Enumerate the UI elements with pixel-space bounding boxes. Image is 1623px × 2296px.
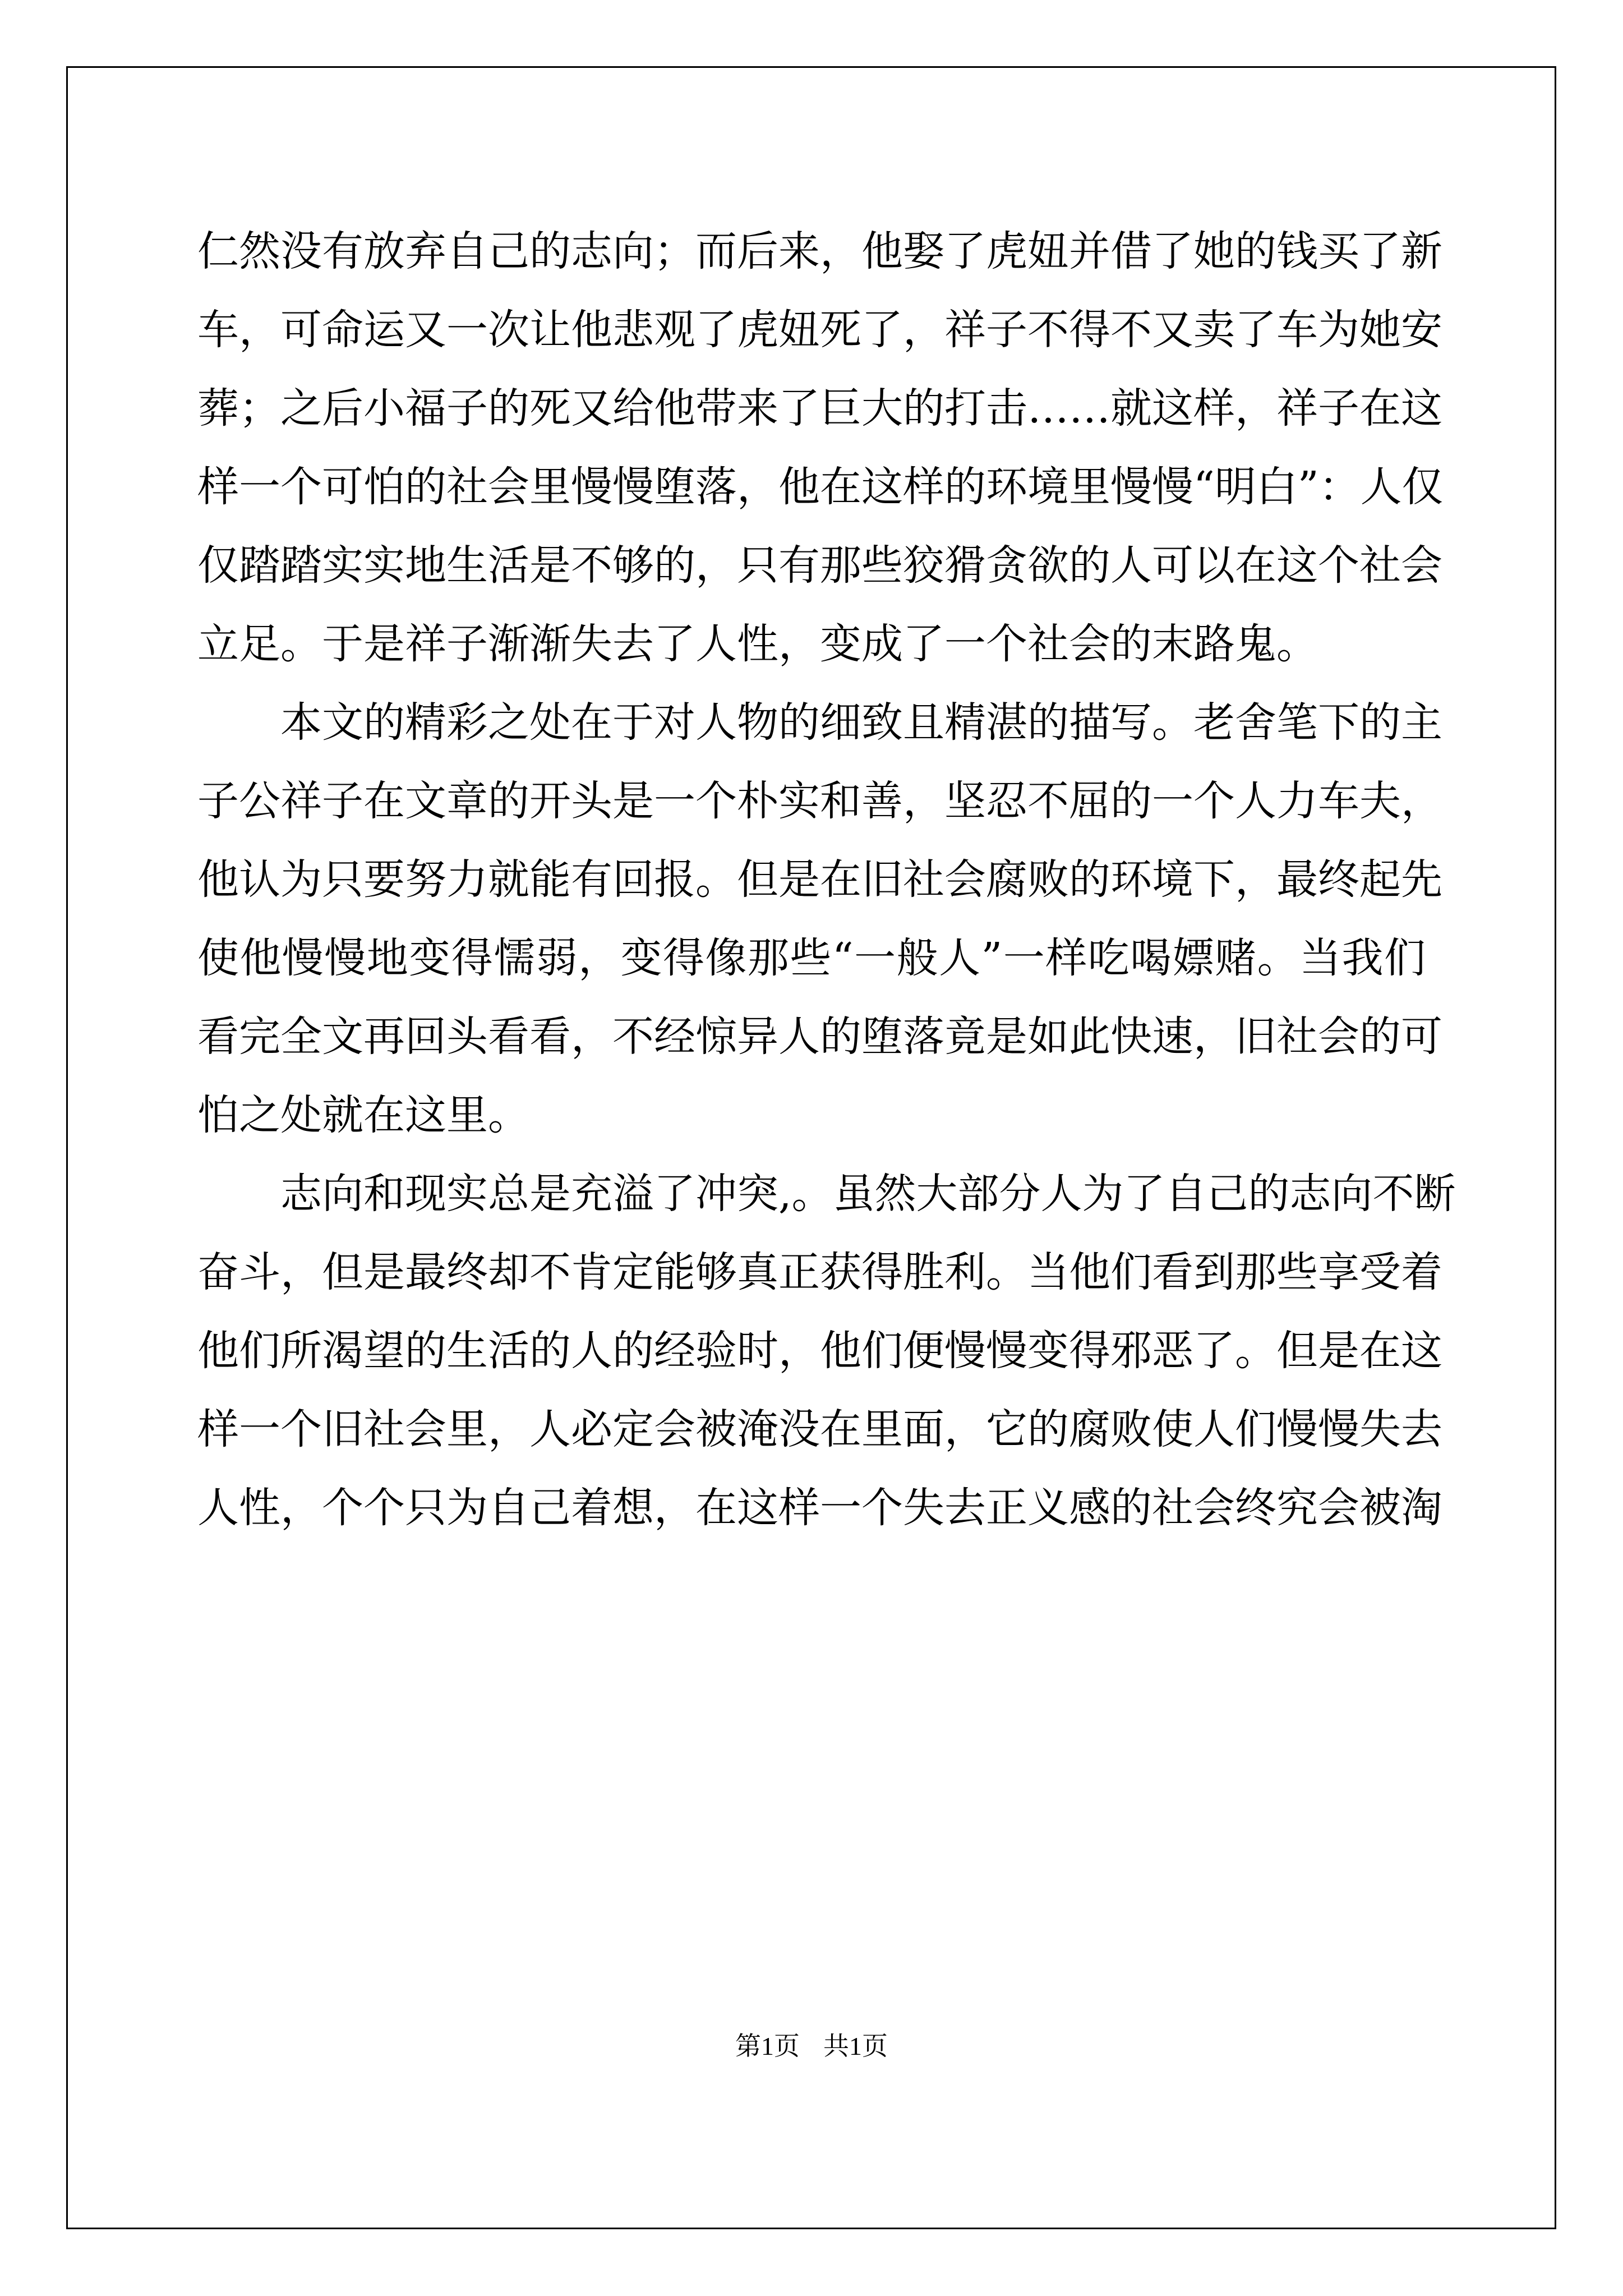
text-line: 他认为只要努力就能有回报。但是在旧社会腐败的环境下，最终起先 xyxy=(197,855,1442,904)
text-line: 奋斗，但是最终却不肯定能够真正获得胜利。当他们看到那些享受着 xyxy=(197,1248,1442,1296)
text-line: 样一个旧社会里，人必定会被淹没在里面，它的腐败使人们慢慢失去 xyxy=(197,1405,1442,1453)
page-number-current: 第1页 xyxy=(735,2032,800,2060)
text-line: 子公祥子在文章的开头是一个朴实和善，坚忍不屈的一个人力车夫， xyxy=(197,777,1442,825)
text-line: 车，可命运又一次让他悲观了虎妞死了，祥子不得不又卖了车为她安 xyxy=(197,306,1442,354)
page-number-total: 共1页 xyxy=(823,2032,888,2060)
text-line: 人性，个个只为自己着想，在这样一个失去正义感的社会终究会被淘 xyxy=(197,1484,1442,1532)
text-line: 样一个可怕的社会里慢慢堕落，他在这样的环境里慢慢“明白”：人仅 xyxy=(197,463,1444,511)
page-footer xyxy=(0,2030,1623,2063)
text-line: 葬；之后小福子的死又给他带来了巨大的打击……就这样，祥子在这 xyxy=(197,384,1442,432)
text-line: 看完全文再回头看看，不经惊异人的堕落竟是如此快速，旧社会的可 xyxy=(197,1013,1442,1061)
paragraph-first-line: 本文的精彩之处在于对人物的细致且精湛的描写。老舍笔下的主 xyxy=(280,698,1442,747)
text-line: 怕之处就在这里。 xyxy=(197,1091,529,1139)
text-line: 立足。于是祥子渐渐失去了人性，变成了一个社会的末路鬼。 xyxy=(197,620,1318,668)
text-line: 他们所渴望的生活的人的经验时，他们便慢慢变得邪恶了。但是在这 xyxy=(197,1327,1442,1375)
paragraph-first-line: 志向和现实总是充溢了冲突,。虽然大部分人为了自己的志向不断 xyxy=(280,1170,1456,1218)
text-line: 仁然没有放弃自己的志向；而后来，他娶了虎妞并借了她的钱买了新 xyxy=(197,227,1442,275)
text-line: 仅踏踏实实地生活是不够的，只有那些狡猾贪欲的人可以在这个社会 xyxy=(197,541,1442,590)
text-line: 使他慢慢地变得懦弱，变得像那些“一般人”一样吃喝嫖赌。当我们 xyxy=(197,934,1426,982)
